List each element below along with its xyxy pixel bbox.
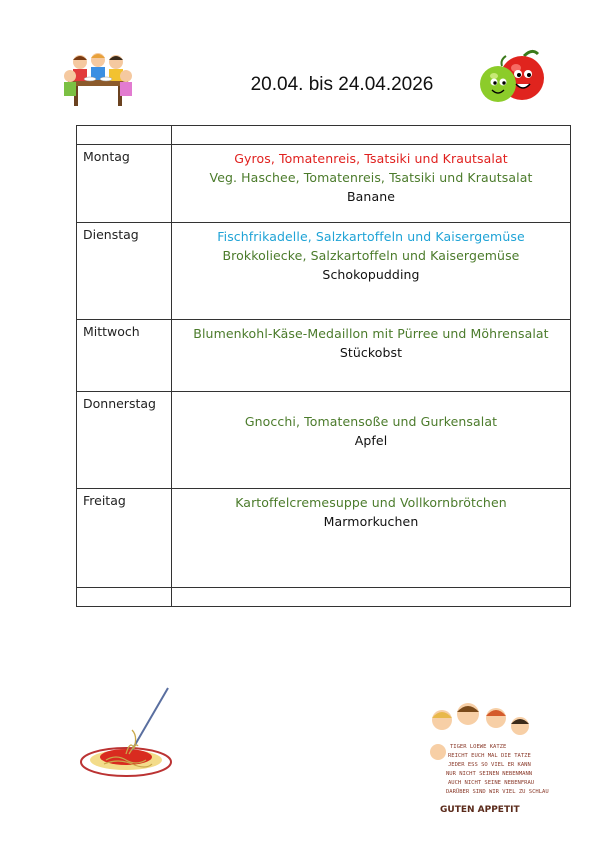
day-label: Dienstag — [77, 223, 172, 320]
spaghetti-plate-image — [76, 684, 176, 784]
meal-line: Veg. Haschee, Tomatenreis, Tsatsiki und Krautsalat — [209, 170, 533, 185]
meal-line: Brokkoliecke, Salzkartoffeln und Kaisergemüse — [222, 248, 520, 263]
menu-table — [76, 125, 571, 607]
date-range-title: 20.04. bis 24.04.2026 — [250, 74, 434, 95]
children-at-table-image — [60, 50, 136, 110]
day-label: Freitag — [77, 489, 172, 588]
meal-line: Gnocchi, Tomatensoße und Gurkensalat — [244, 414, 498, 429]
apples-mascot-image — [472, 46, 548, 106]
day-label: Montag — [77, 145, 172, 223]
day-row-mittwoch — [77, 320, 571, 392]
empty-cell — [172, 126, 571, 145]
meal-cell — [172, 392, 571, 489]
meal-line: Marmorkuchen — [323, 514, 419, 529]
meal-cell — [172, 223, 571, 320]
day-label: Donnerstag — [77, 392, 172, 489]
day-row-donnerstag — [77, 392, 571, 489]
rhyme-line: JEDER ESS SO VIEL ER KANN — [448, 762, 531, 768]
meal-line: Blumenkohl-Käse-Medaillon mit Pürree und Möhrensalat — [193, 326, 549, 341]
meal-cell — [172, 489, 571, 588]
meal-cell — [172, 320, 571, 392]
guten-appetit-rhyme-image — [424, 700, 559, 818]
empty-cell — [172, 588, 571, 607]
rhyme-line: AUCH NICHT SEINE NEBENFRAU — [448, 780, 535, 786]
header-row — [77, 126, 571, 145]
meal-line: Kartoffelcremesuppe und Vollkornbrötchen — [235, 495, 507, 510]
day-row-montag — [77, 145, 571, 223]
day-row-freitag — [77, 489, 571, 588]
empty-cell — [77, 126, 172, 145]
meal-line: Gyros, Tomatenreis, Tsatsiki und Krautsalat — [234, 151, 508, 166]
day-row-dienstag — [77, 223, 571, 320]
meal-cell — [172, 145, 571, 223]
footer-row — [77, 588, 571, 607]
rhyme-line: REICHT EUCH MAL DIE TATZE — [448, 753, 531, 759]
empty-cell — [77, 588, 172, 607]
meal-line: Schokopudding — [322, 267, 420, 282]
meal-line: Apfel — [354, 433, 388, 448]
rhyme-line: TIGER LOEWE KATZE — [450, 744, 507, 750]
day-label: Mittwoch — [77, 320, 172, 392]
guten-appetit-text: GUTEN APPETIT — [440, 805, 520, 815]
rhyme-line: NUR NICHT SEINEN NEBENMANN — [446, 771, 533, 777]
meal-line: Banane — [346, 189, 396, 204]
rhyme-line: DARÜBER SIND WIR VIEL ZU SCHLAU — [446, 789, 549, 795]
meal-line: Fischfrikadelle, Salzkartoffeln und Kaisergemüse — [217, 229, 525, 244]
meal-line: Stückobst — [339, 345, 403, 360]
